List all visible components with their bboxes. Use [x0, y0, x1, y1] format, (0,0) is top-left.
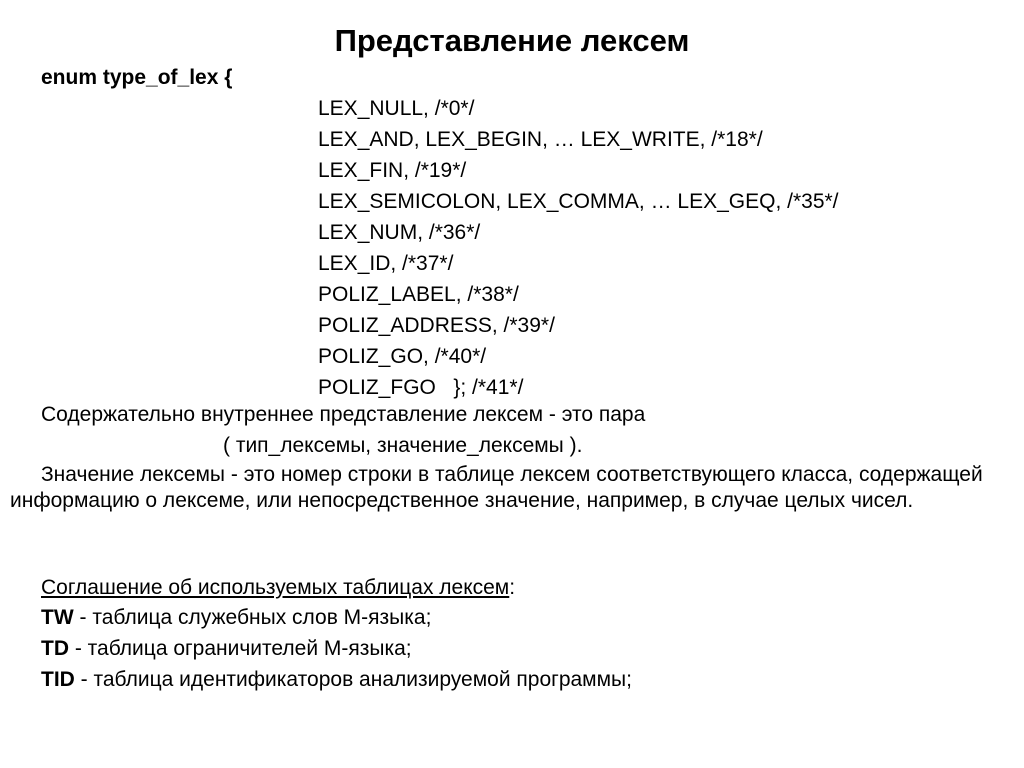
enum-item: POLIZ_LABEL, /*38*/: [318, 283, 519, 306]
agreement-colon: :: [509, 576, 516, 599]
pair-line: ( тип_лексемы, значение_лексемы ).: [223, 434, 583, 457]
enum-item: LEX_NUM, /*36*/: [318, 221, 481, 244]
enum-item: LEX_SEMICOLON, LEX_COMMA, … LEX_GEQ, /*35*/: [318, 190, 839, 213]
table-name: TW: [41, 606, 74, 629]
enum-item: POLIZ_FGO }; /*41*/: [318, 376, 524, 399]
value-paragraph: [10, 462, 1010, 514]
table-name: TD: [41, 637, 69, 660]
agreement-heading: [41, 574, 515, 602]
table-name: TID: [41, 668, 75, 691]
enum-item: LEX_AND, LEX_BEGIN, … LEX_WRITE, /*18*/: [318, 128, 763, 151]
enum-item: LEX_FIN, /*19*/: [318, 159, 467, 182]
table-tw-line: [41, 604, 431, 632]
table-description: - таблица идентификаторов анализируемой программы;: [74, 668, 632, 691]
enum-item: LEX_ID, /*37*/: [318, 252, 454, 275]
value-paragraph-text: Значение лексемы - это номер строки в таблице лексем соответствующего класса, содержащей информацию о лексеме, или непосредственное значение, например, в случае целых чисел.: [10, 463, 983, 512]
page-title: Представление лексем: [334, 23, 690, 58]
representation-line: Содержательно внутреннее представление лексем - это пара: [41, 403, 646, 426]
enum-item: LEX_NULL, /*0*/: [318, 97, 475, 120]
enum-header: enum type_of_lex {: [41, 66, 233, 89]
enum-item-list: [318, 93, 839, 403]
table-description: - таблица служебных слов М-языка;: [73, 606, 432, 629]
agreement-title: Соглашение об используемых таблицах лексем: [41, 576, 510, 599]
table-description: - таблица ограничителей М-языка;: [69, 637, 412, 660]
enum-item: POLIZ_GO, /*40*/: [318, 345, 487, 368]
table-td-line: [41, 635, 412, 663]
enum-item: POLIZ_ADDRESS, /*39*/: [318, 314, 555, 337]
table-tid-line: [41, 666, 632, 694]
